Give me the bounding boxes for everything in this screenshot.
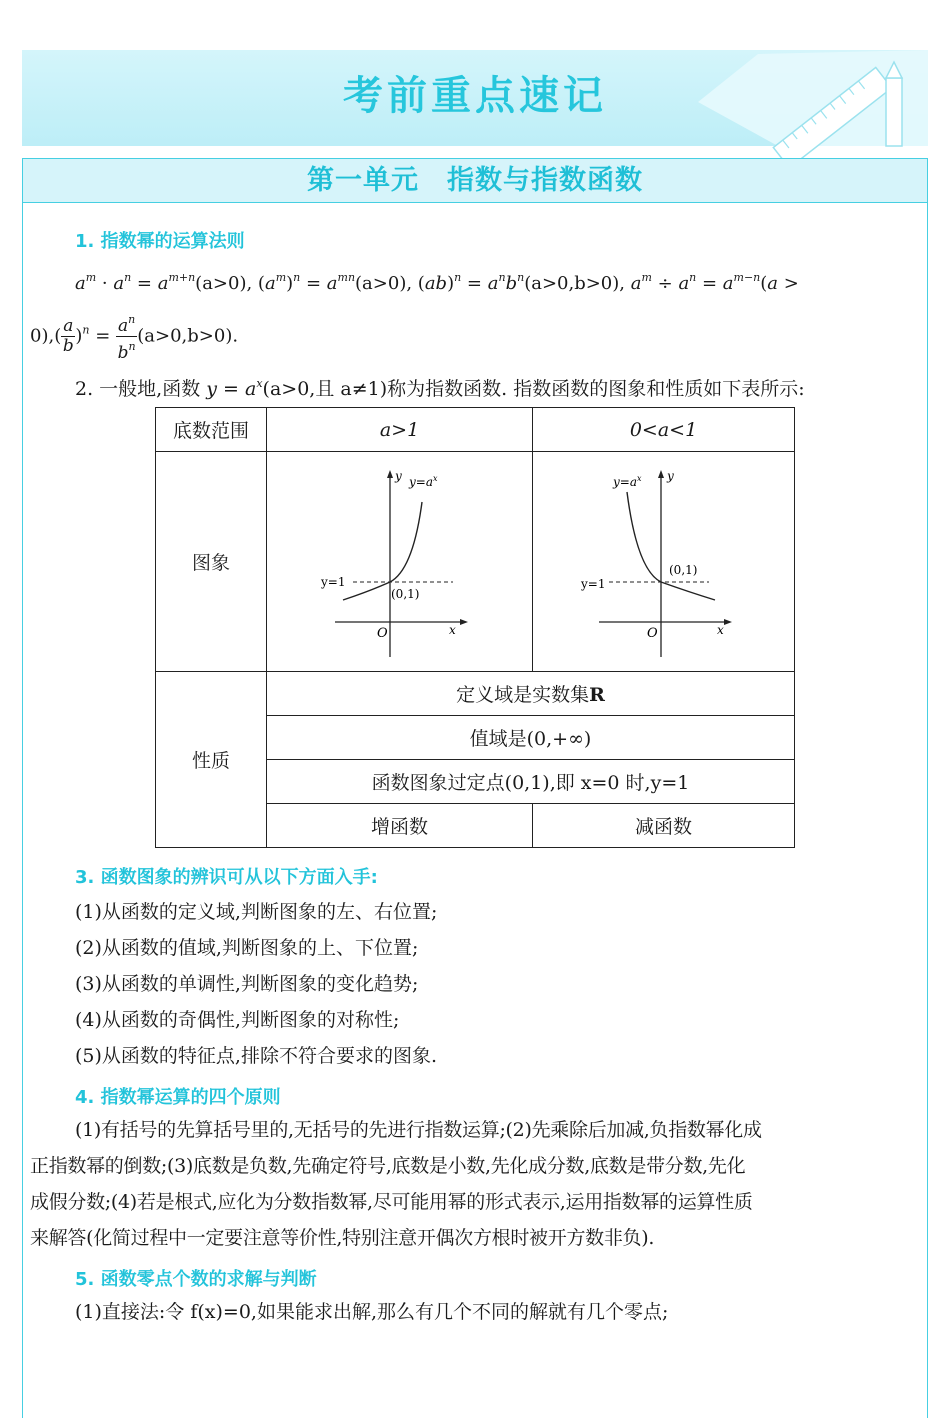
s4-line-3: 成假分数;(4)若是根式,应化为分数指数幂,尽可能用幂的形式表示,运用指数幂的运算性质 bbox=[30, 1191, 753, 1213]
increasing-exponential-graph bbox=[320, 462, 475, 662]
s4-line-2: 正指数幂的倒数;(3)底数是负数,先确定符号,底数是小数,先化成分数,底数是带分数,先化 bbox=[30, 1155, 746, 1177]
graph-2-y-label: y bbox=[666, 468, 674, 483]
graph-2-x-label: x bbox=[716, 622, 724, 637]
s3-item-2: (2)从函数的值域,判断图象的上、下位置; bbox=[75, 937, 419, 959]
graph-increasing-cell bbox=[267, 452, 533, 672]
graph-1-y1-label: y=1 bbox=[320, 574, 345, 589]
banner-title: 考前重点速记 bbox=[343, 73, 607, 119]
exponential-function-definition: 2. 一般地,函数 $y = a^x(a>0$,且 a≠1)称为指数函数. 指数函数的图象和性质如下表所示: bbox=[75, 377, 805, 400]
table-header-a-between-0-1: 0<a<1 bbox=[533, 408, 795, 452]
prop-increasing: 增函数 bbox=[267, 804, 533, 848]
prop-range: 值域是(0,+∞) bbox=[267, 716, 795, 760]
graph-1-curve-label: $y=a^x$ bbox=[408, 473, 438, 489]
exponent-rules-line-1: $a^m \cdot a^n = a^{m+n}(a>0)$, $(a^m)^n = a^{mn}(a>0)$, $(ab)^n = a^nb^n(a>0,b>0)$, $a^m \div a^n = a^{m-n}(a$ > bbox=[75, 271, 799, 294]
graph-1-x-label: x bbox=[448, 622, 456, 637]
s3-item-4: (4)从函数的奇偶性,判断图象的对称性; bbox=[75, 1009, 400, 1031]
graph-2-origin-label: O bbox=[646, 625, 658, 641]
graph-1-origin-label: O bbox=[376, 625, 388, 641]
s5-line-1: (1)直接法:令 f(x)=0,如果能求出解,那么有几个不同的解就有几个零点; bbox=[75, 1301, 669, 1323]
prop-domain: 定义域是实数集R bbox=[267, 672, 795, 716]
table-row-graph-label: 图象 bbox=[156, 452, 267, 672]
prop-fixed-point: 函数图象过定点(0,1),即 x=0 时,y=1 bbox=[267, 760, 795, 804]
unit-title-bar bbox=[23, 159, 927, 203]
s3-item-5: (5)从函数的特征点,排除不符合要求的图象. bbox=[75, 1045, 437, 1067]
s4-line-4: 来解答(化简过程中一定要注意等价性,特别注意开偶次方根时被开方数非负). bbox=[30, 1227, 655, 1249]
section-4-heading: 4. 指数幂运算的四个原则 bbox=[75, 1087, 281, 1108]
s3-item-1: (1)从函数的定义域,判断图象的左、右位置; bbox=[75, 901, 438, 923]
table-row-properties-label: 性质 bbox=[156, 672, 267, 848]
exponent-rules-line-2: 0),( $\frac{a}{b}$ )$^n$ = $\frac{a^n}{b^n}$ (a>0,b>0). bbox=[30, 310, 238, 363]
graph-2-point-label: (0,1) bbox=[668, 562, 697, 577]
graph-decreasing-cell bbox=[533, 452, 795, 672]
s3-item-3: (3)从函数的单调性,判断图象的变化趋势; bbox=[75, 973, 419, 995]
table-header-base-range: 底数范围 bbox=[156, 408, 267, 452]
graph-1-point-label: (0,1) bbox=[390, 586, 419, 601]
graph-2-y1-label: y=1 bbox=[580, 576, 605, 591]
ruler-pencil-icon bbox=[698, 50, 928, 146]
unit-title: 第一单元 指数与指数函数 bbox=[307, 165, 643, 196]
properties-table bbox=[155, 407, 795, 848]
banner bbox=[22, 50, 928, 146]
prop-decreasing: 减函数 bbox=[533, 804, 795, 848]
graph-2-curve-label: $y=a^x$ bbox=[612, 473, 642, 489]
graph-1-y-label: y bbox=[394, 468, 402, 483]
section-1-heading: 1. 指数幂的运算法则 bbox=[75, 231, 245, 252]
decreasing-exponential-graph bbox=[580, 462, 739, 662]
table-header-a-greater-1: a>1 bbox=[267, 408, 533, 452]
section-5-heading: 5. 函数零点个数的求解与判断 bbox=[75, 1269, 317, 1290]
section-3-heading: 3. 函数图象的辨识可从以下方面入手: bbox=[75, 867, 378, 888]
s4-line-1: (1)有括号的先算括号里的,无括号的先进行指数运算;(2)先乘除后加减,负指数幂化成 bbox=[75, 1119, 762, 1141]
